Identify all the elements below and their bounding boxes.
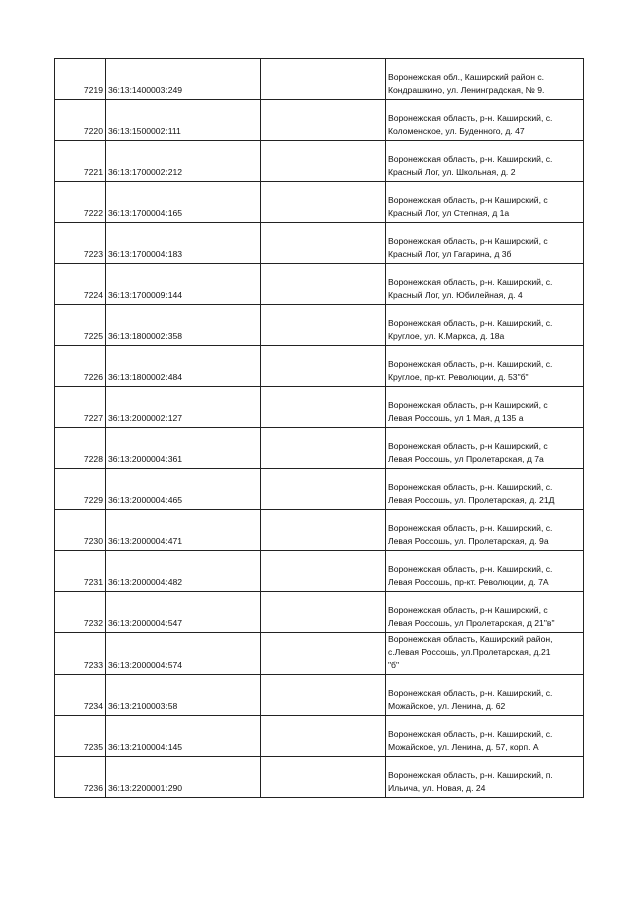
empty-cell	[261, 675, 386, 716]
address-line: "б"	[388, 660, 400, 670]
cadastral-number-cell: 36:13:2000004:547	[106, 592, 261, 633]
address-cell	[386, 510, 584, 551]
address-line: Воронежская область, р-н. Каширский, с.	[388, 523, 553, 533]
address-cell	[386, 182, 584, 223]
address-line: Кондрашкино, ул. Ленинградская, № 9.	[388, 85, 545, 95]
cadastral-number-cell: 36:13:2100003:58	[106, 675, 261, 716]
address-line: Воронежская область, р-н. Каширский, с.	[388, 113, 553, 123]
empty-cell	[261, 757, 386, 798]
table-row	[55, 100, 584, 141]
address-cell	[386, 264, 584, 305]
table-row	[55, 428, 584, 469]
empty-cell	[261, 387, 386, 428]
row-number-cell: 7234	[55, 675, 106, 716]
table-row	[55, 757, 584, 798]
address-line: Левая Россошь, ул Пролетарская, д 21"в"	[388, 618, 555, 628]
table-row	[55, 592, 584, 633]
empty-cell	[261, 264, 386, 305]
row-number-cell: 7227	[55, 387, 106, 428]
empty-cell	[261, 182, 386, 223]
cadastral-number-cell: 36:13:2000004:482	[106, 551, 261, 592]
table-row	[55, 223, 584, 264]
row-number-cell: 7219	[55, 59, 106, 100]
address-line: Круглое, ул. К.Маркса, д. 18а	[388, 331, 505, 341]
table-row	[55, 59, 584, 100]
address-line: Красный Лог, ул. Школьная, д. 2	[388, 167, 516, 177]
row-number-cell: 7223	[55, 223, 106, 264]
empty-cell	[261, 141, 386, 182]
row-number-cell: 7221	[55, 141, 106, 182]
address-line: Круглое, пр-кт. Революции, д. 53"б"	[388, 372, 529, 382]
address-cell	[386, 59, 584, 100]
cadastral-number-cell: 36:13:1700004:183	[106, 223, 261, 264]
row-number-cell: 7225	[55, 305, 106, 346]
address-line: Можайское, ул. Ленина, д. 62	[388, 701, 506, 711]
cadastral-number-cell: 36:13:1700004:165	[106, 182, 261, 223]
address-line: Ильича, ул. Новая, д. 24	[388, 783, 486, 793]
empty-cell	[261, 592, 386, 633]
address-line: Воронежская область, р-н. Каширский, с.	[388, 688, 553, 698]
address-line: Красный Лог, ул. Юбилейная, д. 4	[388, 290, 523, 300]
registry-table	[54, 58, 584, 798]
address-cell	[386, 141, 584, 182]
row-number-cell: 7224	[55, 264, 106, 305]
address-line: Воронежская область, Каширский район,	[388, 634, 553, 644]
row-number-cell: 7233	[55, 633, 106, 675]
cadastral-number-cell: 36:13:1500002:111	[106, 100, 261, 141]
empty-cell	[261, 469, 386, 510]
row-number-cell: 7232	[55, 592, 106, 633]
address-line: Воронежская область, р-н. Каширский, п.	[388, 770, 553, 780]
address-line: Воронежская область, р-н Каширский, с	[388, 605, 548, 615]
cadastral-number-cell: 36:13:1700009:144	[106, 264, 261, 305]
address-cell	[386, 757, 584, 798]
address-cell	[386, 716, 584, 757]
address-cell	[386, 223, 584, 264]
registry-table-body	[55, 59, 584, 798]
address-line: Воронежская область, р-н. Каширский, с.	[388, 564, 553, 574]
address-cell	[386, 428, 584, 469]
address-cell	[386, 387, 584, 428]
empty-cell	[261, 59, 386, 100]
address-cell	[386, 469, 584, 510]
empty-cell	[261, 428, 386, 469]
cadastral-number-cell: 36:13:1400003:249	[106, 59, 261, 100]
address-line: Воронежская область, р-н. Каширский, с.	[388, 154, 553, 164]
cadastral-number-cell: 36:13:2000004:471	[106, 510, 261, 551]
table-row	[55, 182, 584, 223]
cadastral-number-cell: 36:13:2200001:290	[106, 757, 261, 798]
empty-cell	[261, 346, 386, 387]
cadastral-number-cell: 36:13:2000004:465	[106, 469, 261, 510]
table-row	[55, 264, 584, 305]
document-page	[54, 58, 583, 798]
address-line: Левая Россошь, ул. Пролетарская, д. 21Д	[388, 495, 555, 505]
cadastral-number-cell: 36:13:1800002:484	[106, 346, 261, 387]
address-line: Воронежская область, р-н. Каширский, с.	[388, 277, 553, 287]
address-line: Воронежская область, р-н. Каширский, с.	[388, 359, 553, 369]
table-row	[55, 551, 584, 592]
table-row	[55, 305, 584, 346]
address-cell	[386, 633, 584, 675]
address-line: Воронежская область, р-н Каширский, с	[388, 441, 548, 451]
address-line: Воронежская область, р-н. Каширский, с.	[388, 318, 553, 328]
table-row	[55, 346, 584, 387]
address-cell	[386, 592, 584, 633]
empty-cell	[261, 633, 386, 675]
address-cell	[386, 305, 584, 346]
table-row	[55, 633, 584, 675]
empty-cell	[261, 223, 386, 264]
row-number-cell: 7220	[55, 100, 106, 141]
address-line: Левая Россошь, пр-кт. Революции, д. 7А	[388, 577, 549, 587]
empty-cell	[261, 305, 386, 346]
address-line: Коломенское, ул. Буденного, д. 47	[388, 126, 525, 136]
row-number-cell: 7230	[55, 510, 106, 551]
address-line: Красный Лог, ул Степная, д 1а	[388, 208, 510, 218]
table-row	[55, 141, 584, 182]
row-number-cell: 7235	[55, 716, 106, 757]
table-row	[55, 510, 584, 551]
table-row	[55, 387, 584, 428]
address-line: Воронежская область, р-н Каширский, с	[388, 236, 548, 246]
cadastral-number-cell: 36:13:2100004:145	[106, 716, 261, 757]
row-number-cell: 7229	[55, 469, 106, 510]
empty-cell	[261, 551, 386, 592]
table-row	[55, 469, 584, 510]
row-number-cell: 7228	[55, 428, 106, 469]
row-number-cell: 7222	[55, 182, 106, 223]
address-line: Воронежская область, р-н Каширский, с	[388, 400, 548, 410]
address-line: с.Левая Россошь, ул.Пролетарская, д.21	[388, 647, 551, 657]
cadastral-number-cell: 36:13:1800002:358	[106, 305, 261, 346]
address-line: Воронежская обл., Каширский район с.	[388, 72, 545, 82]
address-line: Левая Россошь, ул Пролетарская, д 7а	[388, 454, 544, 464]
address-line: Красный Лог, ул Гагарина, д 3б	[388, 249, 512, 259]
cadastral-number-cell: 36:13:2000004:361	[106, 428, 261, 469]
address-cell	[386, 675, 584, 716]
address-cell	[386, 551, 584, 592]
address-line: Левая Россошь, ул. Пролетарская, д. 9а	[388, 536, 549, 546]
address-line: Левая Россошь, ул 1 Мая, д 135 а	[388, 413, 524, 423]
row-number-cell: 7226	[55, 346, 106, 387]
empty-cell	[261, 510, 386, 551]
table-row	[55, 716, 584, 757]
table-row	[55, 675, 584, 716]
address-cell	[386, 346, 584, 387]
cadastral-number-cell: 36:13:2000002:127	[106, 387, 261, 428]
address-line: Можайское, ул. Ленина, д. 57, корп. А	[388, 742, 539, 752]
row-number-cell: 7231	[55, 551, 106, 592]
address-line: Воронежская область, р-н Каширский, с	[388, 195, 548, 205]
cadastral-number-cell: 36:13:1700002:212	[106, 141, 261, 182]
row-number-cell: 7236	[55, 757, 106, 798]
address-line: Воронежская область, р-н. Каширский, с.	[388, 729, 553, 739]
cadastral-number-cell: 36:13:2000004:574	[106, 633, 261, 675]
address-cell	[386, 100, 584, 141]
empty-cell	[261, 100, 386, 141]
empty-cell	[261, 716, 386, 757]
address-line: Воронежская область, р-н. Каширский, с.	[388, 482, 553, 492]
